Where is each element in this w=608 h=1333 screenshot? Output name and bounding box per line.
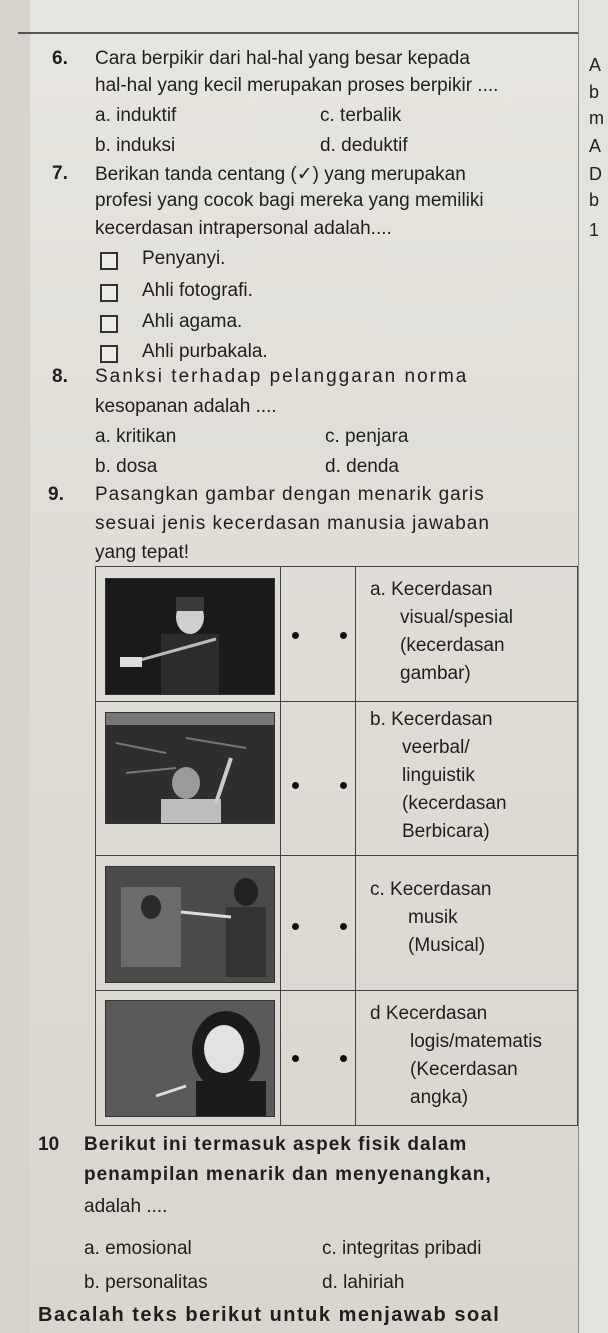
match-dot[interactable] bbox=[340, 632, 347, 639]
match-dot[interactable] bbox=[292, 782, 299, 789]
table-left-border bbox=[95, 566, 96, 1126]
q8-option-d[interactable]: d. denda bbox=[325, 456, 399, 477]
q9-text-line3: yang tepat! bbox=[95, 542, 190, 563]
answer-line: (Kecerdasan bbox=[410, 1059, 518, 1080]
q9-answer-d[interactable] bbox=[370, 1000, 542, 1112]
match-dot[interactable] bbox=[340, 923, 347, 930]
q10-option-c[interactable]: c. integritas pribadi bbox=[322, 1238, 482, 1259]
q6-text-line1: Cara berpikir dari hal-hal yang besar kepada bbox=[95, 48, 470, 69]
q6-option-a[interactable]: a. induktif bbox=[95, 105, 177, 126]
q7-checkbox-3[interactable] bbox=[100, 315, 118, 333]
q9-answer-a[interactable] bbox=[370, 576, 513, 688]
q7-number: 7. bbox=[52, 163, 68, 184]
q10-option-a[interactable]: a. emosional bbox=[84, 1238, 192, 1259]
q8-text-line1: Sanksi terhadap pelanggaran norma bbox=[95, 366, 469, 387]
photo-violinist bbox=[105, 578, 275, 695]
q6-text-line2: hal-hal yang kecil merupakan proses berpikir .... bbox=[95, 75, 499, 96]
row-divider bbox=[95, 566, 577, 567]
answer-line: logis/matematis bbox=[410, 1031, 542, 1052]
answer-line: c. Kecerdasan bbox=[370, 879, 492, 900]
answer-line: (Musical) bbox=[408, 935, 486, 956]
answer-line: angka) bbox=[410, 1087, 469, 1108]
q6-option-c[interactable]: c. terbalik bbox=[320, 105, 402, 126]
q10-text-line1: Berikut ini termasuk aspek fisik dalam bbox=[84, 1134, 468, 1155]
q8-number: 8. bbox=[52, 366, 68, 387]
q7-text-line3: kecerdasan intrapersonal adalah.... bbox=[95, 218, 392, 239]
q8-option-a[interactable]: a. kritikan bbox=[95, 426, 177, 447]
q7-choice-3: Ahli agama. bbox=[142, 311, 243, 332]
q8-option-b[interactable]: b. dosa bbox=[95, 456, 158, 477]
margin-letter: A bbox=[589, 136, 602, 156]
margin-letter: 1 bbox=[589, 220, 600, 240]
q7-checkbox-2[interactable] bbox=[100, 284, 118, 302]
answer-line: veerbal/ bbox=[402, 737, 470, 758]
photo-teacher-blackboard bbox=[105, 712, 275, 824]
margin-letter: b bbox=[589, 190, 600, 210]
adjacent-page-edge bbox=[578, 0, 608, 1333]
q10-text-line3: adalah .... bbox=[84, 1196, 168, 1217]
answer-column-left-border bbox=[355, 566, 356, 1126]
margin-letter: A bbox=[589, 55, 602, 75]
answer-line: b. Kecerdasan bbox=[370, 709, 493, 730]
top-rule bbox=[18, 32, 578, 34]
q9-text-line1: Pasangkan gambar dengan menarik garis bbox=[95, 484, 485, 505]
answer-line: (kecerdasan bbox=[400, 635, 505, 656]
q9-number: 9. bbox=[48, 484, 64, 505]
answer-line: musik bbox=[408, 907, 458, 928]
photo-painters bbox=[105, 866, 275, 983]
answer-line: visual/spesial bbox=[400, 607, 513, 628]
match-dot[interactable] bbox=[340, 782, 347, 789]
q10-number: 10 bbox=[38, 1134, 60, 1155]
match-dot[interactable] bbox=[292, 632, 299, 639]
row-divider bbox=[95, 701, 577, 702]
q7-choice-4: Ahli purbakala. bbox=[142, 341, 268, 362]
row-divider bbox=[95, 990, 577, 991]
answer-line: d Kecerdasan bbox=[370, 1003, 488, 1024]
q6-option-b[interactable]: b. induksi bbox=[95, 135, 176, 156]
row-divider bbox=[95, 1125, 577, 1126]
q7-checkbox-1[interactable] bbox=[100, 252, 118, 270]
q6-number: 6. bbox=[52, 48, 68, 69]
margin-letter: D bbox=[589, 164, 602, 184]
answer-column-right-border bbox=[577, 566, 578, 1126]
answer-line: (kecerdasan bbox=[402, 793, 507, 814]
match-dot[interactable] bbox=[292, 1055, 299, 1062]
answer-line: linguistik bbox=[402, 765, 475, 786]
answer-line: a. Kecerdasan bbox=[370, 579, 493, 600]
row-divider bbox=[95, 855, 577, 856]
q8-text-line2: kesopanan adalah .... bbox=[95, 396, 277, 417]
q10-text-line2: penampilan menarik dan menyenangkan, bbox=[84, 1164, 492, 1185]
answer-line: gambar) bbox=[400, 663, 471, 684]
q10-option-b[interactable]: b. personalitas bbox=[84, 1272, 208, 1293]
q7-choice-1: Penyanyi. bbox=[142, 248, 226, 269]
q9-text-line2: sesuai jenis kecerdasan manusia jawaban bbox=[95, 513, 490, 534]
photo-column-border bbox=[280, 566, 281, 1126]
q10-option-d[interactable]: d. lahiriah bbox=[322, 1272, 405, 1293]
q7-text-line2: profesi yang cocok bagi mereka yang memiliki bbox=[95, 190, 484, 211]
q7-checkbox-4[interactable] bbox=[100, 345, 118, 363]
q8-option-c[interactable]: c. penjara bbox=[325, 426, 409, 447]
q7-choice-2: Ahli fotografi. bbox=[142, 280, 253, 301]
match-dot[interactable] bbox=[340, 1055, 347, 1062]
q9-answer-b[interactable] bbox=[370, 706, 507, 846]
section-footer-heading: Bacalah teks berikut untuk menjawab soal bbox=[38, 1304, 501, 1326]
match-dot[interactable] bbox=[292, 923, 299, 930]
margin-letter: b bbox=[589, 82, 600, 102]
answer-line: Berbicara) bbox=[402, 821, 490, 842]
q6-option-d[interactable]: d. deduktif bbox=[320, 135, 408, 156]
margin-letter: m bbox=[589, 108, 604, 128]
photo-smiling-woman bbox=[105, 1000, 275, 1117]
q7-text-line1: Berikan tanda centang (✓) yang merupakan bbox=[95, 164, 466, 185]
q9-answer-c[interactable] bbox=[370, 876, 491, 960]
